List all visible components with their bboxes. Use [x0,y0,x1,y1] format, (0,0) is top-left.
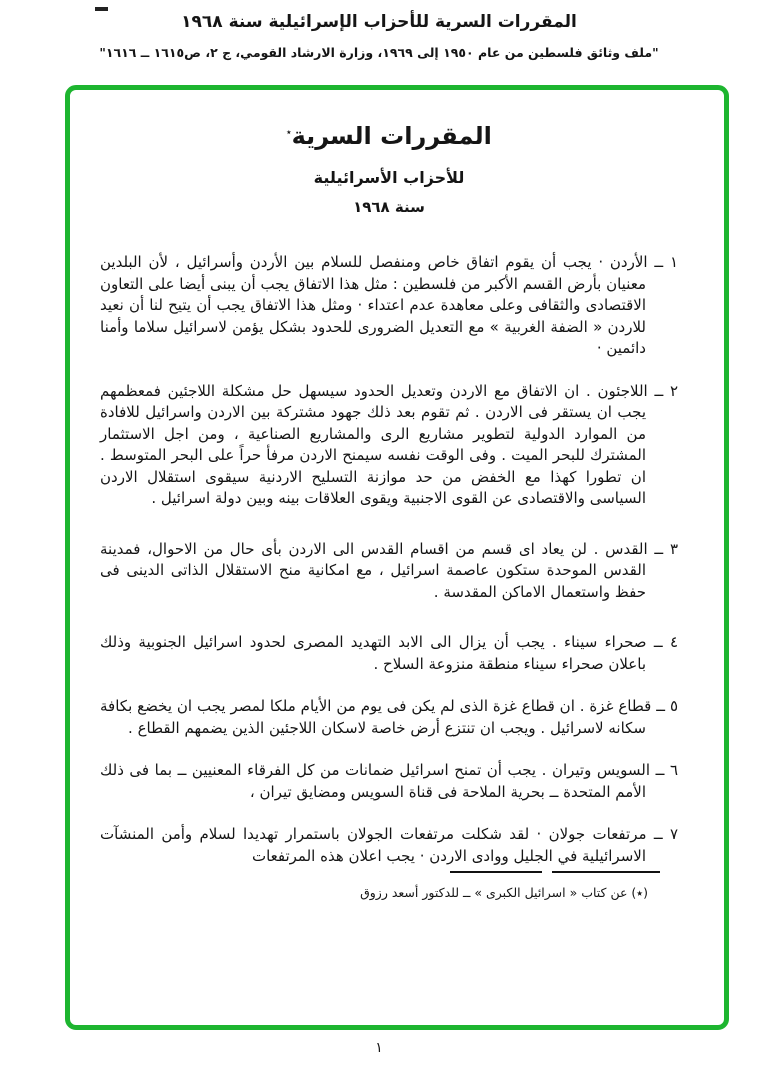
page-header [0,12,758,60]
item-number: ٣ ــ [654,539,678,558]
item-text: قطاع غزة . ان قطاع غزة الذى لم يكن فى يوم من الأيام ملكا لمصر يجب ان يخضع بكافة سكانه لاسرائيل . ويجب ان تنتزع أرض خاصة لاسكان اللاجئين الذين يضمهم القطاع . [100,697,652,737]
footnote-text: (٭) عن كتاب « اسرائيل الكبرى » ــ للدكتور أسعد رزوق [360,885,648,900]
list-item [100,824,678,867]
document-year: سنة ١٩٦٨ [353,198,425,216]
item-text: السويس وتيران . يجب أن تمنح اسرائيل ضمانات من كل الفرقاء المعنيين ــ بما فى ذلك الأمم المتحدة ــ بحرية الملاحة فى قناة السويس ومضايق تيران ، [100,761,651,801]
item-text: مرتفعات جولان · لقد شكلت مرتفعات الجولان باستمرار تهديدا لسلام وأمن المنشآت الاسرائيلية في الجليل ووادى الاردن · يجب اعلان هذه المرتفعات [100,825,647,865]
header-title: المقررات السرية للأحزاب الإسرائيلية سنة ١٩٦٨ [181,12,577,32]
document-title-text: المقررات السرية [291,122,492,150]
document-frame [65,85,729,1030]
footnote-reference-mark: ٭ [286,127,292,138]
document-subtitle: للأحزاب الأسرائيلية [313,168,465,187]
list-item [100,696,678,739]
list-item [100,381,678,510]
item-number: ١ ــ [654,253,678,271]
item-number: ٤ ــ [653,633,678,651]
item-number: ٢ ــ [654,381,678,400]
scan-artifact-mark [95,7,108,11]
list-item [100,760,678,803]
item-number: ٧ ــ [653,825,678,843]
item-text: القدس . لن يعاد اى قسم من اقسام القدس الى الاردن بأى حال من الاحوال، فمدينة القدس الموحدة ستكون عاصمة اسرائيل ، مع امكانية منح الاستقلال الذاتى الدينى فى حفظ واستعمال الاماكن المقدسة . [100,539,648,601]
item-number: ٦ ــ [655,761,678,779]
page-number: ١ [375,1040,383,1056]
item-number: ٥ ــ [656,697,678,715]
item-text: اللاجئون . ان الاتفاق مع الاردن وتعديل الحدود سيسهل حل مشكلة اللاجئين فمعظمهم يجب ان يستقر فى الاردن . ثم تقوم بعد ذلك جهود مشتركة بين الاردن واسرائيل للافادة من الموارد الدولية لتطوير مشاريع الرى والمشاريع الصناعية ، ومن اجل الاستثمار المشترك للبحر الميت . وفى الوقت نفسه سيمنح الاردن مرفأ حراً على البحر المتوسط . ان تطورا كهذا مع الخفض من حد موازنة التسليح الاردنية سيقوى استقلال الاردن السياسى والاقتصادى عن القوى الاجنبية ويقوى العلاقات بينه وبين دولة اسرائيل . [100,381,648,507]
item-text: صحراء سيناء . يجب أن يزال الى الابد التهديد المصرى لحدود اسرائيل الجنوبية وذلك باعلان صحراء سيناء منطقة منزوعة السلاح . [100,633,647,673]
list-item [100,632,678,675]
footnote-separator [100,871,660,873]
document-title [100,122,678,150]
resolution-list [100,252,678,867]
list-item [100,539,678,604]
item-text: الأردن · يجب أن يقوم اتفاق خاص ومنفصل للسلام بين الأردن وأسرائيل ، لأن البلدين معنيان بأرض القسم الأكبر من فلسطين : مثل هذا الاتفاق يجب أن يبنى أيضا على التعاون الاقتصادى والثقافى وعلى معاهدة عدم اعتداء · ومثل هذا الاتفاق يجب أن يتيح لنا أن نعيد للاردن « الضفة الغربية » مع التعديل الضرورى للحدود بشكل يؤمن لاسرائيل سلاما وأمنا دائمين · [100,253,648,357]
list-item [100,252,678,360]
header-source-citation: "ملف وثائق فلسطين من عام ١٩٥٠ إلى ١٩٦٩، وزارة الارشاد القومي، ج ٢، ص١٦١٥ ــ ١٦١٦" [99,45,659,60]
